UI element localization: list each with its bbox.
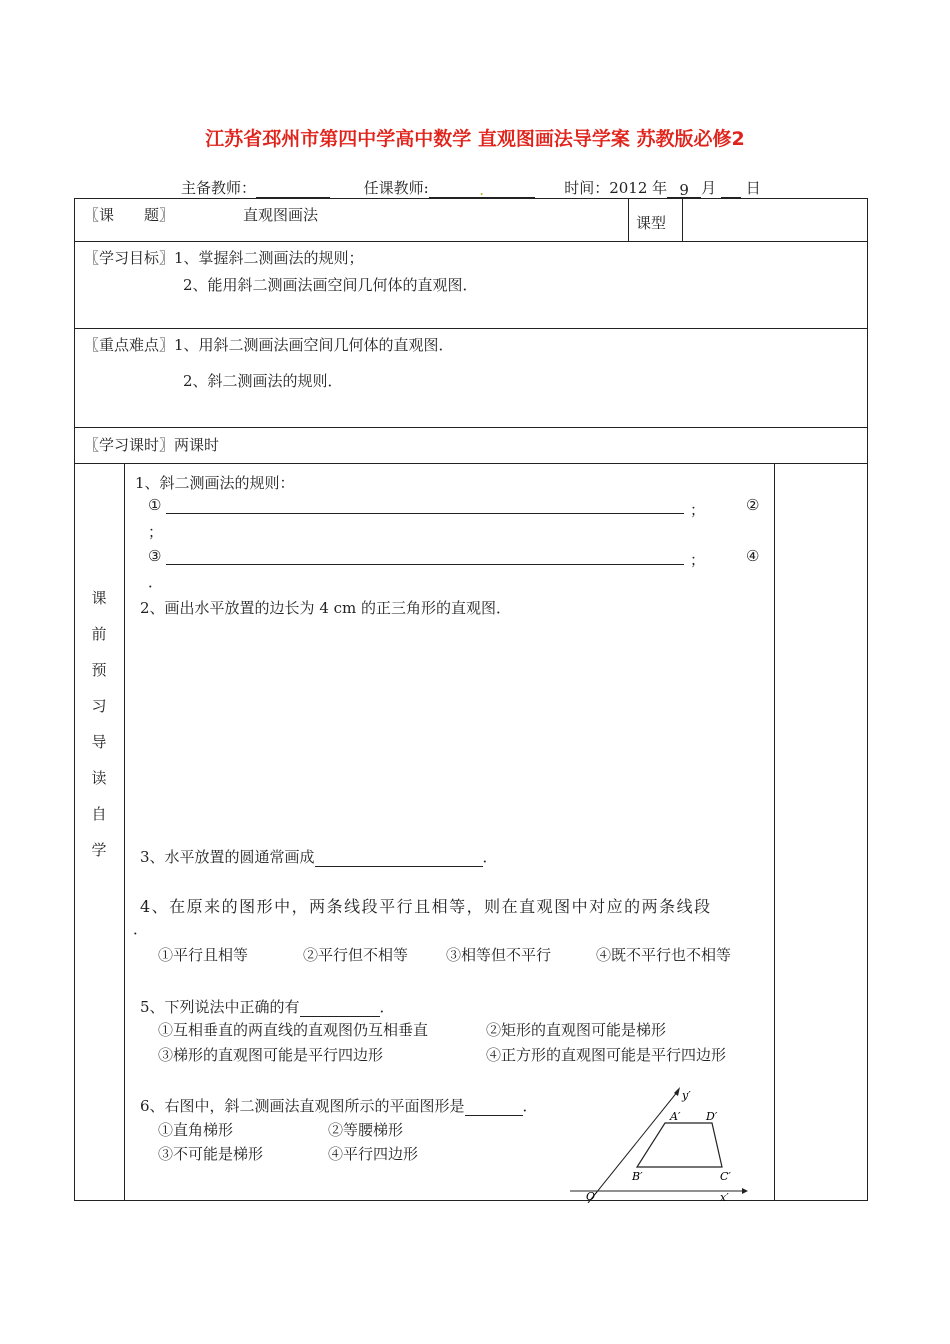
type-label: 课型 [636,214,667,232]
divider [74,427,868,428]
rule-3-marker: ③ [148,547,162,565]
rule-2-marker: ② [746,496,760,514]
teacher-label: 任课教师: [363,179,429,197]
q5-option: ③梯形的直观图可能是平行四边形 [158,1046,384,1064]
goal-item: 1、掌握斜二测画法的规则； [174,249,364,267]
rule-1-semicolon: ； [690,501,706,519]
x-axis-arrow [742,1188,748,1194]
label-o: O′ [586,1190,598,1203]
hours-row [84,434,219,455]
q3-blank[interactable] [315,850,483,867]
rule-1-blank[interactable] [166,497,684,514]
q6-option: ②等腰梯形 [328,1121,404,1139]
divider [74,463,868,464]
question-3: 3、水平放置的圆通常画成 ． [140,848,498,866]
question-2: 2、画出水平放置的边长为 4 cm 的正三角形的直观图． [140,599,512,617]
hours-value: 两课时 [174,436,220,454]
rule-4-period: ． [148,573,164,591]
rule-2-semicolon: ； [148,523,164,541]
q4-option: ①平行且相等 [158,946,249,964]
question-6: 6、右图中，斜二测画法直观图所示的平面图形是 ． [140,1097,538,1115]
label-d: D′ [706,1110,718,1123]
q6-option: ③不可能是梯形 [158,1145,264,1163]
lead-teacher-blank[interactable] [256,181,330,198]
lead-teacher-label: 主备教师： [181,179,257,197]
question-1: 1、斜二测画法的规则： [135,474,295,492]
q4-option: ④既不平行也不相等 [596,946,732,964]
rule-1-marker: ① [148,496,162,514]
q6-option: ④平行四边形 [328,1145,419,1163]
page-title: 江苏省邳州市第四中学高中数学 直观图画法导学案 苏教版必修2 [205,128,745,150]
goals-row [84,247,364,268]
q4-option: ②平行但不相等 [303,946,409,964]
q4-option: ③相等但不平行 [446,946,552,964]
trapezoid [637,1123,722,1167]
day-label: 日 [745,179,761,197]
divider [682,198,683,241]
q6-blank[interactable] [465,1099,523,1116]
day-blank[interactable] [721,181,741,198]
label-a: A′ [670,1110,681,1123]
rule-3-blank[interactable] [166,548,684,565]
rule-3-semicolon: ； [690,551,706,569]
question-5: 5、下列说法中正确的有 ． [140,998,395,1016]
key-point-item: 2、斜二测画法的规则． [183,372,343,390]
teacher-blank[interactable]: . [429,181,535,198]
label-y: y′ [682,1089,691,1102]
q5-option: ①互相垂直的两直线的直观图仍互相垂直 [158,1021,429,1039]
goal-item: 2、能用斜二测画法画空间几何体的直观图． [183,276,478,294]
q5-option: ②矩形的直观图可能是梯形 [486,1021,667,1039]
divider [628,198,629,241]
time-label: 时间：2012 年 [564,179,668,197]
month-blank[interactable] [667,181,701,198]
month-label: 月 [701,179,717,197]
key-points-row [84,334,454,355]
topic-label: 〖课 题〗 [84,206,175,224]
q4-period: ． [133,920,149,938]
goals-label: 〖学习目标〗 [84,249,175,267]
key-points-label: 〖重点难点〗 [84,336,175,354]
rule-4-marker: ④ [746,547,760,565]
label-c: C′ [720,1170,731,1183]
key-point-item: 1、用斜二测画法画空间几何体的直观图． [174,336,454,354]
month-value: 9 [679,181,689,199]
section-label: 课 前 预 习 导 读 自 学 [91,589,107,859]
question-4: 4、在原来的图形中，两条线段平行且相等，则在直观图中对应的两条线段 [140,897,712,916]
divider [74,328,868,329]
q5-option: ④正方形的直观图可能是平行四边形 [486,1046,727,1064]
divider [774,463,775,1201]
label-b: B′ [632,1170,643,1183]
meta-line [181,177,761,198]
label-x: x′ [720,1191,729,1203]
divider [74,241,868,242]
q5-blank[interactable] [300,1000,380,1017]
q6-option: ①直角梯形 [158,1121,234,1139]
topic-value: 直观图画法 [243,206,319,224]
hours-label: 〖学习课时〗 [84,436,175,454]
y-axis [588,1091,678,1203]
divider [124,463,125,1201]
oblique-trapezoid-figure [570,1085,750,1203]
